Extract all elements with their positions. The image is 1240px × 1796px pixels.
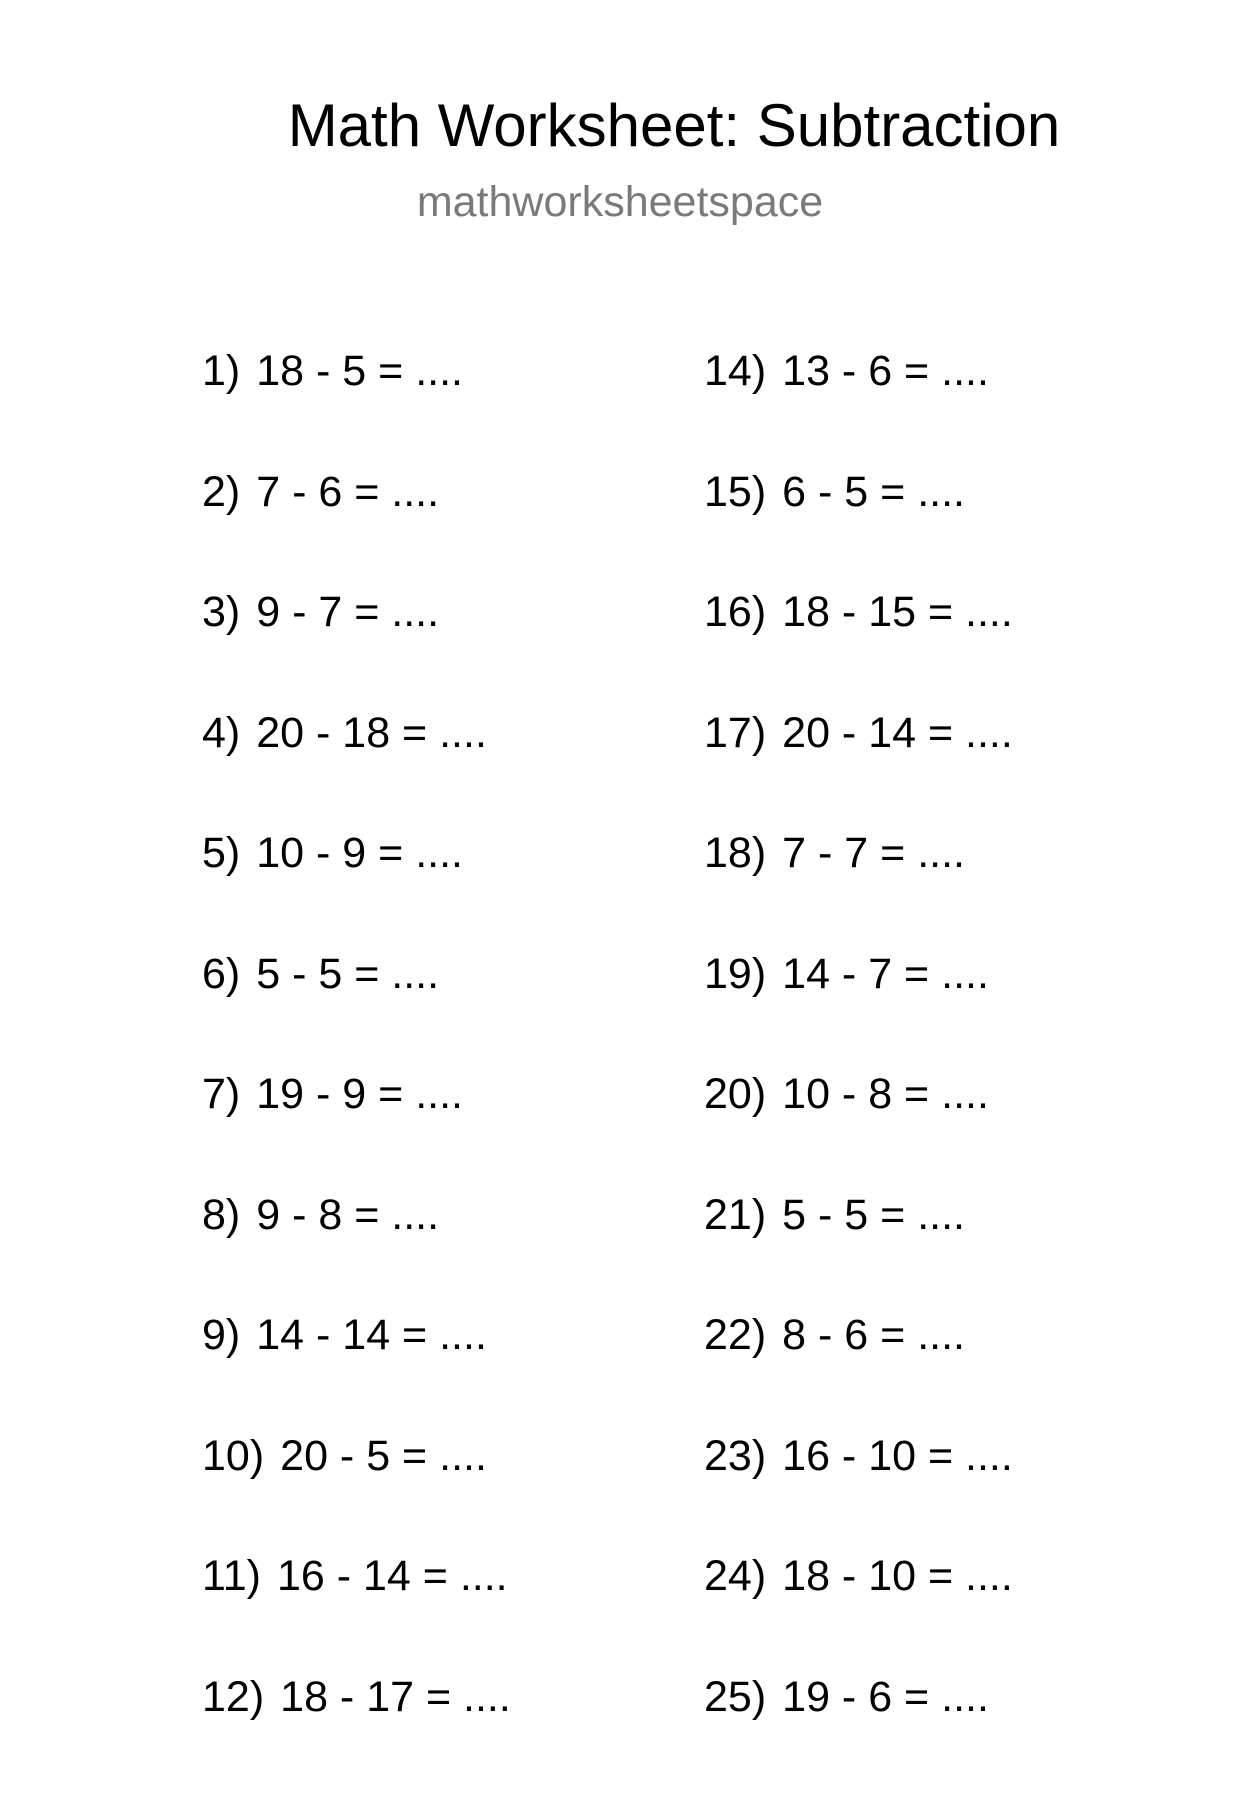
problem-item xyxy=(202,350,511,471)
problem-number: 20) xyxy=(704,1073,766,1116)
problem-expression: 10 - 8 = .... xyxy=(782,1070,989,1118)
problem-list-left xyxy=(202,350,511,1796)
problem-expression: 19 - 9 = .... xyxy=(256,1070,463,1118)
problem-number: 15) xyxy=(704,471,766,514)
problem-number: 7) xyxy=(202,1073,240,1116)
problem-expression: 5 - 5 = .... xyxy=(782,1191,965,1239)
problem-number: 17) xyxy=(704,712,766,755)
problem-list-right xyxy=(704,350,1013,1796)
problem-expression: 9 - 8 = .... xyxy=(256,1191,439,1239)
problem-number: 11) xyxy=(202,1555,261,1598)
problem-number: 4) xyxy=(202,712,240,755)
problem-item xyxy=(704,1435,1013,1556)
problem-number: 5) xyxy=(202,832,240,875)
problem-expression: 8 - 6 = .... xyxy=(782,1311,965,1359)
problem-item xyxy=(202,591,511,712)
problem-number: 8) xyxy=(202,1194,240,1237)
problem-number: 6) xyxy=(202,953,240,996)
problem-expression: 20 - 18 = .... xyxy=(256,709,487,757)
problem-item xyxy=(704,350,1013,471)
problem-number: 18) xyxy=(704,832,766,875)
problem-expression: 14 - 14 = .... xyxy=(256,1311,487,1359)
problem-number: 10) xyxy=(202,1435,264,1478)
problem-item xyxy=(704,1073,1013,1194)
problem-expression: 16 - 14 = .... xyxy=(277,1552,508,1600)
problem-number: 21) xyxy=(704,1194,766,1237)
problem-item xyxy=(202,1435,511,1556)
problem-item xyxy=(202,953,511,1074)
problem-number: 12) xyxy=(202,1676,264,1719)
problem-number: 24) xyxy=(704,1555,766,1598)
problem-expression: 16 - 10 = .... xyxy=(782,1432,1013,1480)
problem-expression: 5 - 5 = .... xyxy=(256,950,439,998)
problem-item xyxy=(704,1194,1013,1315)
problem-number: 22) xyxy=(704,1314,766,1357)
problem-number: 16) xyxy=(704,591,766,634)
problem-item xyxy=(202,1314,511,1435)
problem-expression: 18 - 17 = .... xyxy=(280,1673,511,1721)
problem-item xyxy=(704,712,1013,833)
problem-expression: 13 - 6 = .... xyxy=(782,347,989,395)
problem-item xyxy=(202,1073,511,1194)
problem-expression: 20 - 5 = .... xyxy=(280,1432,487,1480)
problem-item xyxy=(704,471,1013,592)
problem-item xyxy=(704,953,1013,1074)
problem-item xyxy=(202,832,511,953)
problem-number: 14) xyxy=(704,350,766,393)
problem-number: 25) xyxy=(704,1676,766,1719)
problem-item xyxy=(704,1314,1013,1435)
problem-number: 2) xyxy=(202,471,240,514)
problem-expression: 9 - 7 = .... xyxy=(256,588,439,636)
problem-number: 3) xyxy=(202,591,240,634)
problem-expression: 7 - 6 = .... xyxy=(256,468,439,516)
problem-number: 9) xyxy=(202,1314,240,1357)
problem-item xyxy=(202,1555,511,1676)
problem-expression: 6 - 5 = .... xyxy=(782,468,965,516)
problem-expression: 20 - 14 = .... xyxy=(782,709,1013,757)
problem-item xyxy=(202,1194,511,1315)
problem-item xyxy=(704,1676,1013,1796)
problem-expression: 7 - 7 = .... xyxy=(782,829,965,877)
problem-expression: 18 - 15 = .... xyxy=(782,588,1013,636)
page-subtitle: mathworksheetspace xyxy=(0,181,1240,224)
problem-number: 1) xyxy=(202,350,240,393)
problem-number: 23) xyxy=(704,1435,766,1478)
page-title: Math Worksheet: Subtraction xyxy=(0,96,1240,156)
problem-item xyxy=(704,591,1013,712)
problem-item xyxy=(202,1676,511,1796)
problem-expression: 18 - 5 = .... xyxy=(256,347,463,395)
problem-item xyxy=(704,1555,1013,1676)
problem-item xyxy=(202,712,511,833)
problem-number: 19) xyxy=(704,953,766,996)
problem-expression: 18 - 10 = .... xyxy=(782,1552,1013,1600)
problem-item xyxy=(704,832,1013,953)
problem-expression: 14 - 7 = .... xyxy=(782,950,989,998)
problem-expression: 19 - 6 = .... xyxy=(782,1673,989,1721)
problem-expression: 10 - 9 = .... xyxy=(256,829,463,877)
problem-item xyxy=(202,471,511,592)
